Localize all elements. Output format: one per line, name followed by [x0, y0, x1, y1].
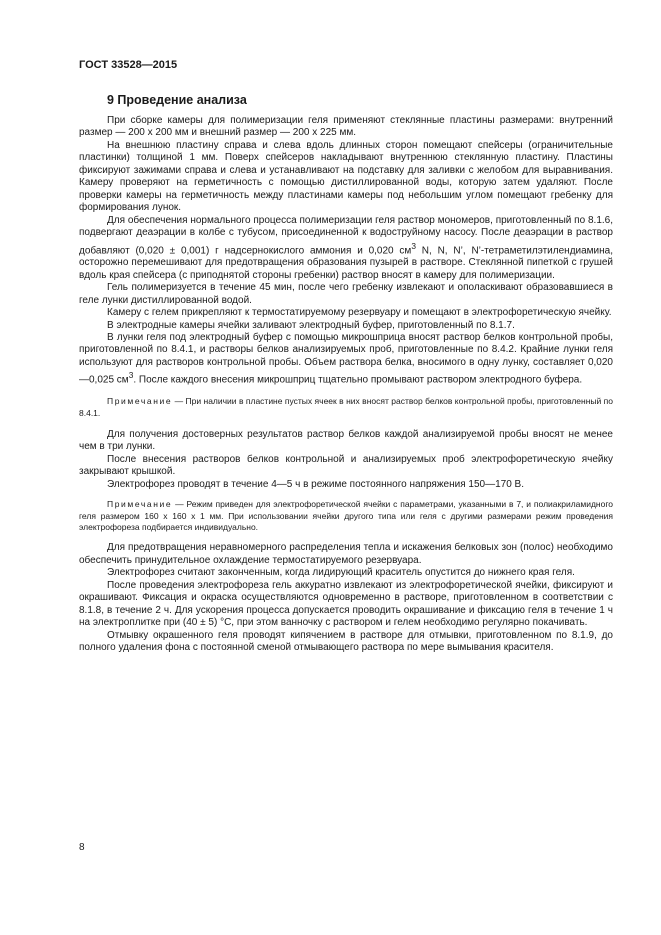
- paragraph: Гель полимеризуется в течение 45 мин, после чего гребенку извлекают и ополаскивают образовавшиеся в геле лунки дистиллированной водой.: [79, 282, 613, 306]
- note-text: — При наличии в пластине пустых ячеек в них вносят раствор белков контрольной пробы, приготовленный по 8.4.1.: [79, 396, 613, 418]
- paragraph: [79, 215, 613, 283]
- note-label: Примечание: [107, 396, 173, 407]
- paragraph: Камеру с гелем прикрепляют к термостатируемому резервуару и помещают в электрофоретическую ячейку.: [107, 307, 612, 319]
- note-label: Примечание: [107, 499, 173, 510]
- paragraph-text: Для обеспечения нормального процесса полимеризации геля раствор мономеров, приготовленный по 8.1.6, подвергают деаэрации в колбе с тубусом, присоединенной к водоструйному насосу. После деаэрации в раствор добавляют (0,020 ± 0,001) г надсернокислого аммония и 0,020 см: [79, 214, 613, 256]
- paragraph: После внесения растворов белков контрольной и анализируемых проб электрофоретическую ячейку закрывают крышкой.: [79, 453, 613, 478]
- note: [79, 499, 613, 533]
- paragraph: После проведения электрофореза гель аккуратно извлекают из электрофоретической ячейки, фиксируют и окрашивают. Фиксация и окраска осуществляются одновременно в растворе, приготовленном в соответствии с 8.1.8, в течение 2 ч. Для ускорения процесса допускается проводить окрашивание и фиксацию геля в течение 1 ч на электроплитке при (40 ± 5) °С, при этом ванночку с раствором и гелем необходимо регулярно покачивать.: [79, 579, 613, 629]
- superscript: 3: [411, 240, 416, 251]
- paragraph: Отмывку окрашенного геля проводят кипячением в растворе для отмывки, приготовленном по 8.1.9, до полного удаления фона с постоянной сменой отмывающего раствора по мере вымывания красителя.: [79, 629, 613, 654]
- paragraph: В электродные камеры ячейки заливают электродный буфер, приготовленный по 8.1.7.: [107, 319, 515, 331]
- document-body: [79, 115, 613, 655]
- paragraph: При сборке камеры для полимеризации геля применяют стеклянные пластины размерами: внутренний размер — 200 х 200 мм и внешний размер — 200 х 225 мм.: [79, 115, 613, 139]
- paragraph-text: . После каждого внесения микрошприц тщательно промывают раствором электродного буфера.: [133, 374, 583, 386]
- paragraph: Электрофорез считают законченным, когда лидирующий краситель опустится до нижнего края геля.: [107, 567, 575, 579]
- paragraph: Для предотвращения неравномерного распределения тепла и искажения белковых зон (полос) необходимо обеспечить принудительное охлаждение термостатируемого резервуара.: [79, 542, 613, 566]
- section-title: 9 Проведение анализа: [107, 93, 247, 107]
- paragraph: Для получения достоверных результатов раствор белков каждой анализируемой пробы вносят не менее чем в три лунки.: [79, 428, 613, 453]
- standard-header: ГОСТ 33528—2015: [79, 59, 178, 71]
- note: [79, 396, 613, 419]
- note-text: — Режим приведен для электрофоретической ячейки с параметрами, указанными в 7, и полиакриламидного геля размером 160 х 160 х 1 мм. При использовании ячейки другого типа или геля с другими размерами режим проведения электрофореза подбирается индивидуально.: [79, 499, 613, 533]
- superscript: 3: [128, 370, 134, 381]
- paragraph-text: В лунки геля под электродный буфер с помощью микрошприца вносят раствор белков контрольной пробы, приготовленной по 8.4.1, и растворы белков анализируемых проб, приготовленные по 8.4.2. Крайние лунки геля используют для растворов контрольной пробы. Объем раствора белка, вносимого в одну лунку, составляет 0,020—0,025 см: [79, 332, 613, 386]
- paragraph: [79, 332, 613, 387]
- paragraph: Электрофорез проводят в течение 4—5 ч в режиме постоянного напряжения 150—170 В.: [107, 478, 524, 490]
- paragraph: На внешнюю пластину справа и слева вдоль длинных сторон помещают спейсеры (ограничительные пластинки) толщиной 1 мм. Поверх спейсеров накладывают внутреннюю стеклянную пластину. Пластины фиксируют зажимами справа и слева и устанавливают на подставку для заливки с желобом для выравнивания. Камеру проверяют на герметичность с помощью дистиллированной воды, которую затем удаляют. После проверки камеры на герметичность между пластинами камеры под небольшим углом помещают гребенку для формирования лунок.: [79, 139, 613, 214]
- page-number: 8: [79, 842, 85, 853]
- paragraph-text: N, N, N’, N’-тетраметилэтилендиамина, осторожно перемешивают для предотвращения образования пузырей в растворе. Стеклянной пипеткой с грушей вдоль края спейсера (с приподнятой стороны гребенки) раствор вносят в камеру для полимеризации.: [79, 244, 613, 281]
